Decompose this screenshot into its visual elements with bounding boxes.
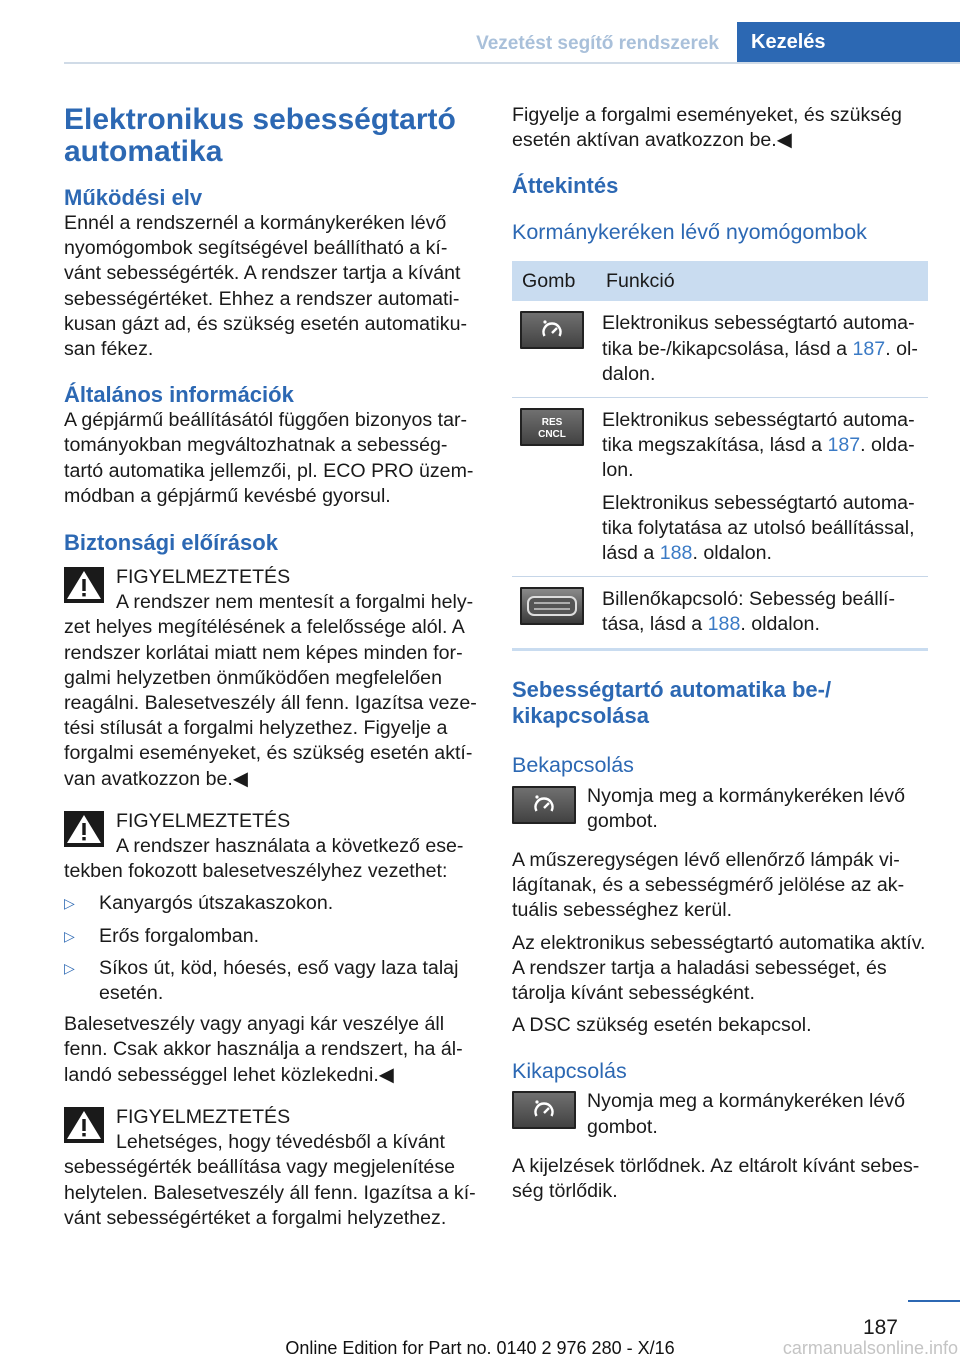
table-row bbox=[512, 577, 928, 649]
warning-text-3: Lehetséges, hogy tévedésből a kívánt sebességérték beállítása vagy megjelenítése helytelen. Balesetveszély áll fenn. Igazítsa a kívánt sebességértéket a forgalmi helyzethez. bbox=[64, 1131, 476, 1229]
footer-edition: Online Edition for Part no. 0140 2 976 280 - X/16 bbox=[285, 1338, 675, 1358]
warning-block-3 bbox=[64, 1105, 477, 1130]
cruise-control-icon bbox=[514, 788, 574, 822]
page-link[interactable]: 187 bbox=[852, 337, 886, 360]
column-header-function: Funkció bbox=[596, 261, 928, 301]
res-cncl-button bbox=[520, 408, 584, 446]
table-row bbox=[512, 398, 928, 577]
heading-switch-off: Kikapcsolás bbox=[512, 1059, 627, 1084]
res-cncl-icon bbox=[522, 410, 582, 444]
heading-safety: Biztonsági előírások bbox=[64, 530, 278, 556]
switch-on-paragraph-3: A DSC szükség esetén bekapcsol. bbox=[512, 1014, 812, 1037]
list-item: ▷ Erős forgalomban. bbox=[64, 924, 477, 949]
list-item: ▷ Síkos út, köd, hóesés, eső vagy laza talaj esetén. bbox=[64, 956, 459, 1005]
switch-on-text: Nyomja meg a kormánykeréken lévő gombot. bbox=[587, 784, 905, 832]
heading-principle: Működési elv bbox=[64, 185, 203, 210]
page-title: Elektronikus sebességtartó automatika bbox=[64, 103, 456, 168]
triangle-bullet-icon: ▷ bbox=[64, 927, 75, 944]
hazard-list bbox=[64, 891, 477, 1006]
cruise-control-icon bbox=[514, 1093, 574, 1127]
paragraph-general: A gépjármű beállításától függően bizonyos tartományokban megváltozhatnak a sebességtartó automatika jellemzői, pl. ECO PRO üzemmódban a gépjármű kevésbé gyorsul. bbox=[64, 409, 474, 507]
page-number: 187 bbox=[862, 1316, 898, 1339]
cruise-control-button bbox=[512, 786, 576, 824]
function-cell: Elektronikus sebességtartó automatika be-/kikapcsolása, lásd a 187. oldalon. bbox=[596, 301, 928, 397]
heading-general: Általános információk bbox=[64, 382, 294, 408]
table-header-row bbox=[512, 261, 928, 301]
left-column bbox=[64, 100, 477, 1231]
page-link[interactable]: 188 bbox=[659, 542, 693, 565]
header-divider bbox=[64, 62, 960, 64]
warning-block-1 bbox=[64, 565, 477, 590]
warning-title-2: FIGYELMEZTETÉS bbox=[116, 809, 291, 832]
warning-icon bbox=[64, 567, 104, 603]
cruise-control-icon bbox=[522, 313, 582, 347]
warning-text-1: A rendszer nem mentesít a forgalmi helyzet helyes megítélésének a felelőssége alól. A rendszer korlátai miatt nem képes minden forgalmi helyzetben önműködően megfelelően reagálni. Balesetveszély áll fenn. Igazítsa vezetési stílusát a forgalmi helyzethez. Figyelje a forgalmi eseményeket, és szükség esetén aktívan avatkozzon be.◀ bbox=[64, 591, 477, 790]
function-cell: Elektronikus sebességtartó automatika megszakítása, lásd a 187. oldalon. Elektronikus sebességtartó automatika folytatása az utolsó beállítással, lásd a 188. oldalon. bbox=[596, 398, 928, 577]
heading-switch-on: Bekapcsolás bbox=[512, 752, 634, 777]
warning-after-2: Balesetveszély vagy anyagi kár veszélye áll fenn. Csak akkor használja a rendszert, ha állandó sebességgel lehet közlekedni.◀ bbox=[64, 1013, 463, 1086]
switch-on-instruction bbox=[512, 784, 928, 834]
switch-on-paragraph-1: A műszeregységen lévő ellenőrző lámpák világítanak, és a sebességmérő jelölése az aktuális sebességhez kerül. bbox=[512, 849, 905, 922]
header-chapter-tab: Kezelés bbox=[737, 22, 960, 62]
switch-on-paragraph-2: Az elektronikus sebességtartó automatika aktív. A rendszer tartja a haladási sebességet, és tárolja kívánt sebességként. bbox=[512, 931, 926, 1005]
table-row bbox=[512, 301, 928, 397]
warning-block-2 bbox=[64, 809, 477, 834]
warning-title-3: FIGYELMEZTETÉS bbox=[116, 1105, 291, 1128]
svg-text:CNCL: CNCL bbox=[538, 429, 566, 441]
button-cell bbox=[512, 301, 596, 397]
paragraph-principle: Ennél a rendszernél a kormánykeréken lévő nyomógombok segítségével beállítható a kívánt sebességérték. A rendszer tartja a kívánt sebességértéket. Ehhez a rendszer automatikusan gázt ad, és szükség esetén automatikusan fékez. bbox=[64, 212, 467, 361]
page-link[interactable]: 188 bbox=[707, 613, 741, 636]
rocker-switch-icon bbox=[522, 589, 582, 623]
triangle-bullet-icon: ▷ bbox=[64, 959, 75, 976]
rocker-switch bbox=[520, 587, 584, 625]
buttons-table bbox=[512, 261, 928, 650]
footer-watermark: carmanualsonline.info bbox=[782, 1338, 958, 1358]
warning-text-2: A rendszer használata a következő esetekben fokozott balesetveszélyhez vezethet: bbox=[64, 835, 464, 883]
switch-off-paragraph: A kijelzések törlődnek. Az eltárolt kívánt sebesség törlődik. bbox=[512, 1154, 920, 1203]
svg-text:RES: RES bbox=[541, 417, 563, 429]
column-header-button: Gomb bbox=[512, 261, 596, 301]
warning-icon bbox=[64, 1107, 104, 1143]
warning-icon bbox=[64, 811, 104, 847]
switch-off-text: Nyomja meg a kormánykeréken lévő gombot. bbox=[587, 1090, 905, 1138]
cruise-control-button bbox=[512, 1091, 576, 1129]
button-cell bbox=[512, 398, 596, 577]
button-cell bbox=[512, 577, 596, 649]
header-section-title: Vezetést segítő rendszerek bbox=[476, 33, 719, 54]
warning-title-1: FIGYELMEZTETÉS bbox=[116, 566, 291, 589]
function-cell: Billenőkapcsoló: Sebesség beállítása, lásd a 188. oldalon. bbox=[596, 577, 928, 649]
switch-off-instruction bbox=[512, 1089, 928, 1139]
heading-overview: Áttekintés bbox=[512, 173, 619, 199]
triangle-bullet-icon: ▷ bbox=[64, 895, 75, 912]
page-link[interactable]: 187 bbox=[827, 434, 861, 457]
cruise-control-button bbox=[520, 311, 584, 349]
heading-on-off: Sebességtartó automatika be-/ kikapcsolása bbox=[512, 676, 832, 728]
footer-divider bbox=[908, 1300, 960, 1302]
right-column bbox=[512, 100, 928, 1204]
heading-steering-buttons: Kormánykeréken lévő nyomógombok bbox=[512, 220, 867, 245]
paragraph-continued: Figyelje a forgalmi eseményeket, és szükség esetén aktívan avatkozzon be.◀ bbox=[512, 104, 902, 152]
list-item: ▷ Kanyargós útszakaszokon. bbox=[64, 891, 477, 916]
